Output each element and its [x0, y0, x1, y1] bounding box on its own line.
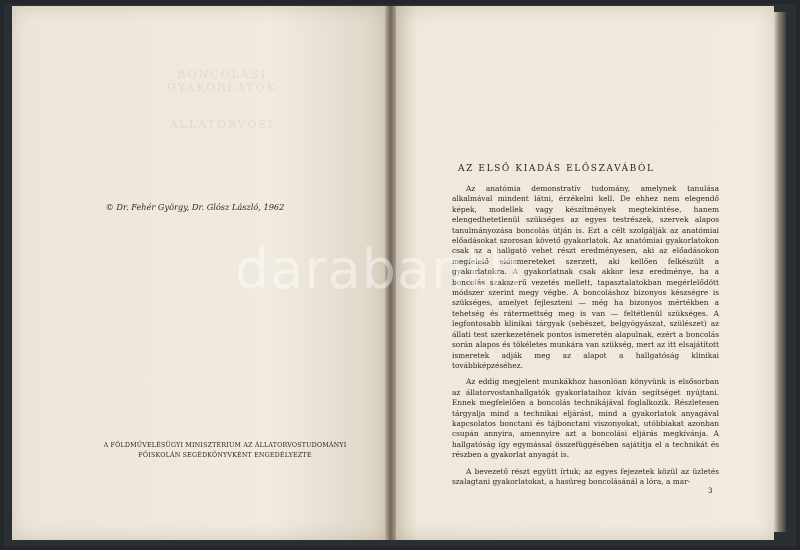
preface-heading: AZ ELSŐ KIADÁS ELŐSZAVÁBÓL	[458, 164, 655, 174]
page-edges	[774, 12, 786, 532]
bleed-through-text: ÁLLATORVOSI	[169, 118, 275, 131]
page-number: 3	[708, 487, 713, 495]
preface-body	[452, 184, 719, 493]
approval-line-1: A FÖLDMŰVELÉSÜGYI MINISZTÉRIUM AZ ÁLLATORVOSTUDOMÁNYI	[103, 442, 347, 449]
preface-paragraph: A bevezető részt együtt írtuk; az egyes fejezetek közül az üzletés szalagtani gyakorlatokat, a hasüreg boncolásánál a lóra, a mar-	[452, 466, 719, 486]
copyright-notice: © Dr. Fehér György, Dr. Glósz László, 1962	[105, 202, 285, 212]
approval-line-2: FŐISKOLÁN SEGÉDKÖNYVKÉNT ENGEDÉLYEZTE	[138, 452, 312, 459]
preface-paragraph: Az eddig megjelent munkákhoz hasonlóan könyvünk is elsősorban az állatorvostanhallgatók gyakorlataihoz kíván segítséget nyújtani. Ennek megfelelően a boncolás technikájával foglalkozik. Részletesen tárgyalja mind a technikai eljárást, mind a gyakorlatok anyagával kapcsolatos bonctani és tájbonctani viszonyokat, utóbbiakat azonban csupán annyira, amennyire azt a boncolási eljárás megkívánja. A hallgatóság így egymással összefüggésében sajátítja el a technikát és részben a gyakorlat anyagát is.	[452, 377, 719, 460]
preface-paragraph: Az anatómia demonstratív tudomány, amelynek tanulása alkalmával mindent látni, érzékelni kell. De ehhez nem elegendő képek, modellek vagy készítmények megtekintése, hanem elengedhetetlenül szükséges az egyes testrészek, szervek alapos tanulmányozása boncolás útján is. Ezt a célt szolgálják az anatómiai előadásokat szorosan követő gyakorlatok. Az anatómiai gyakorlatokon csak az a hallgató vehet részt eredményesen, aki az előadásokon megfelelő előismereteket szerzett, aki kellően felkészült a gyakorlatokra. A gyakorlatnak csak akkor lesz eredménye, ha a boncolás szakszerű vezetés mellett, tapasztalatokban megérlelődött módszer szerint megy végbe. A boncoláshoz bizonyos készségre is szükséges, amelyet fejleszteni — még ha bizonyos mértékben a tehetség és rátermettség meg is van — feltétlenül szükséges. A legfontosabb klinikai tárgyak (sebészet, belgyógyászat, szülészet) az állati test szerkezetének pontos ismeretén alapulnak, ezért a boncolás során alapos és tökéletes munkára van szükség, mert az itt elsajátított ismeretek adják meg az alapot a hallgatóság klinikai továbbképzéséhez.	[452, 184, 719, 370]
watermark: darabanth	[235, 238, 524, 301]
ministry-approval	[70, 441, 380, 461]
bleed-through-text: BONCOLÁSI GYAKORLATOK	[167, 68, 277, 94]
